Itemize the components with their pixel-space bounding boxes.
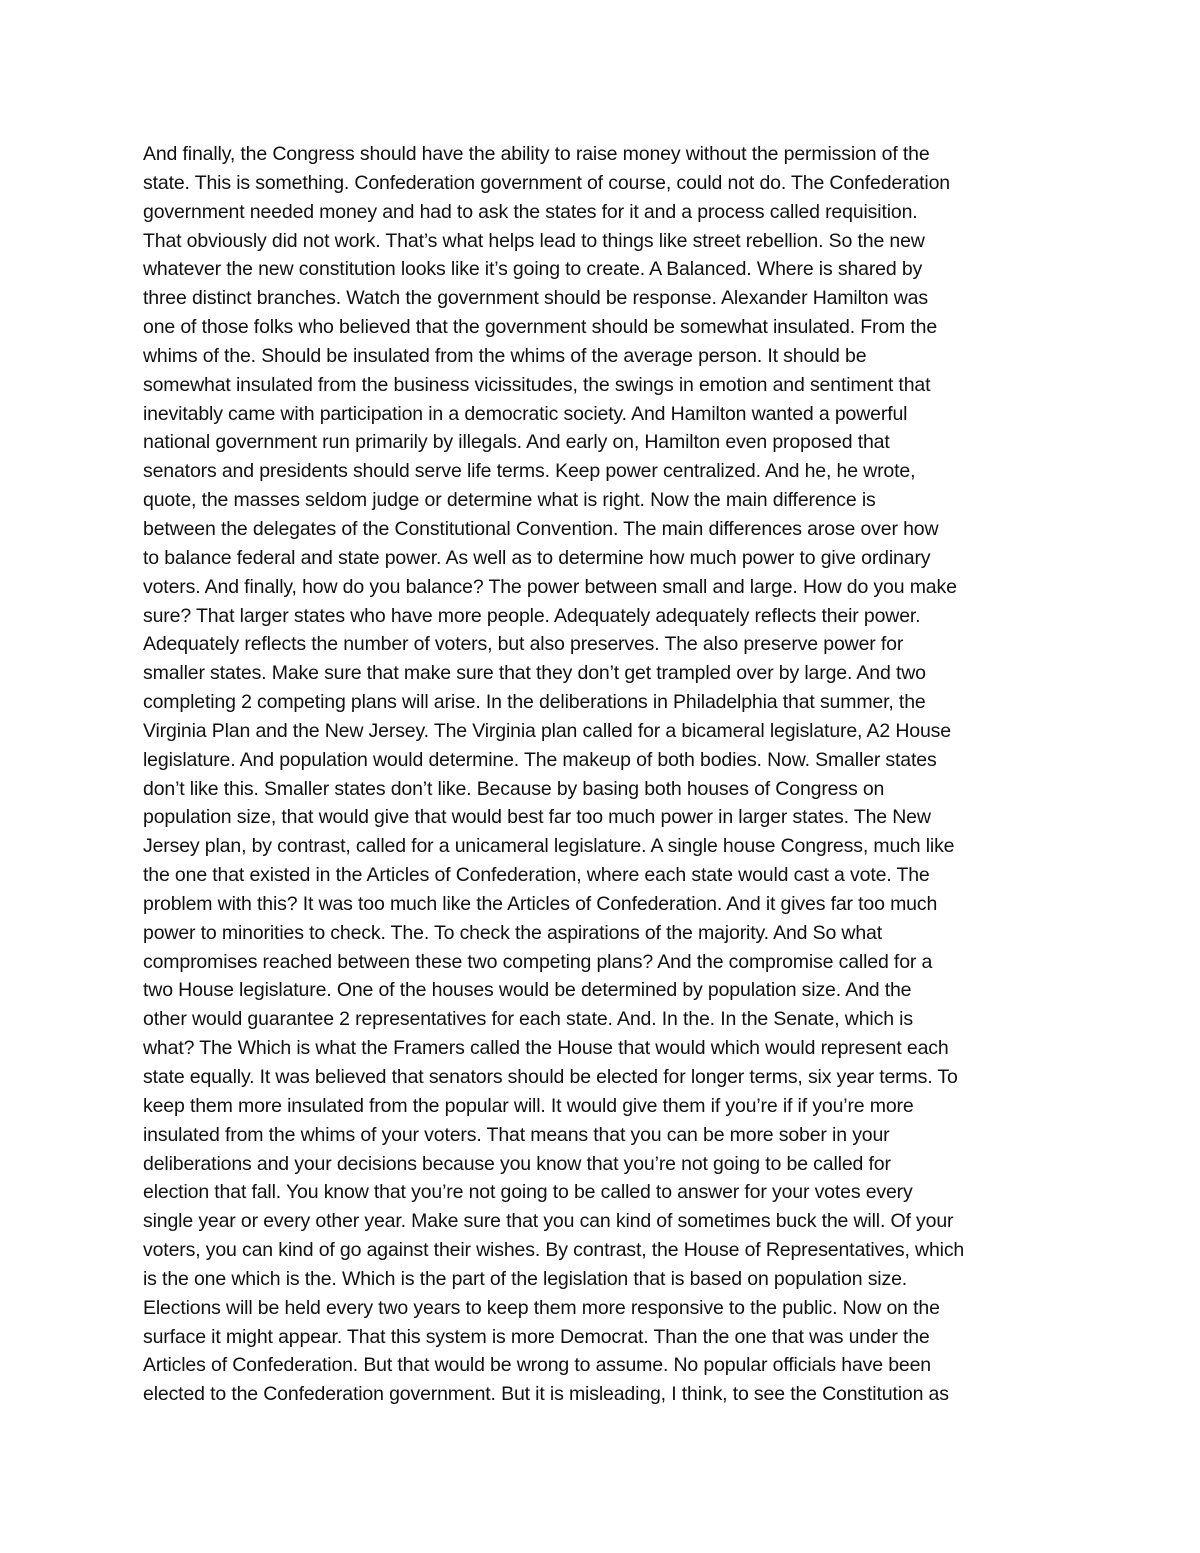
- text-line: senators and presidents should serve life terms. Keep power centralized. And he, he wrote,: [143, 460, 916, 483]
- text-line: elected to the Confederation government. But it is misleading, I think, to see the Constitution as: [143, 1383, 949, 1406]
- body-paragraph: [143, 140, 1143, 1409]
- text-line: insulated from the whims of your voters. That means that you can be more sober in your: [143, 1123, 890, 1146]
- text-line: Articles of Confederation. But that would be wrong to assume. No popular officials have been: [143, 1354, 931, 1377]
- text-line: somewhat insulated from the business vicissitudes, the swings in emotion and sentiment that: [143, 373, 931, 396]
- text-line: single year or every other year. Make sure that you can kind of sometimes buck the will. Of your: [143, 1210, 954, 1233]
- text-line: two House legislature. One of the houses would be determined by population size. And the: [143, 979, 912, 1002]
- text-line: other would guarantee 2 representatives for each state. And. In the. In the Senate, which is: [143, 1008, 913, 1031]
- text-line: Adequately reflects the number of voters, but also preserves. The also preserve power for: [143, 633, 904, 656]
- text-line: compromises reached between these two competing plans? And the compromise called for a: [143, 950, 933, 973]
- text-line: the one that existed in the Articles of Confederation, where each state would cast a vote. The: [143, 864, 930, 887]
- text-line: inevitably came with participation in a democratic society. And Hamilton wanted a powerful: [143, 402, 908, 425]
- text-line: national government run primarily by illegals. And early on, Hamilton even proposed that: [143, 431, 890, 454]
- text-line: between the delegates of the Constitutional Convention. The main differences arose over how: [143, 517, 939, 540]
- text-line: is the one which is the. Which is the part of the legislation that is based on population size.: [143, 1267, 908, 1290]
- text-line: Virginia Plan and the New Jersey. The Virginia plan called for a bicameral legislature, A2 House: [143, 719, 951, 742]
- text-line: completing 2 competing plans will arise. In the deliberations in Philadelphia that summer, the: [143, 691, 926, 714]
- text-line: election that fall. You know that you’re not going to be called to answer for your votes every: [143, 1181, 913, 1204]
- text-line: one of those folks who believed that the government should be somewhat insulated. From the: [143, 316, 938, 339]
- text-line: state. This is something. Confederation government of course, could not do. The Confederation: [143, 171, 950, 194]
- text-line: state equally. It was believed that senators should be elected for longer terms, six year terms. To: [143, 1066, 958, 1088]
- text-line: That obviously did not work. That’s what helps lead to things like street rebellion. So the new: [143, 229, 925, 252]
- text-line: And finally, the Congress should have the ability to raise money without the permission of the: [143, 143, 930, 165]
- text-line: don’t like this. Smaller states don’t like. Because by basing both houses of Congress on: [143, 777, 885, 800]
- text-line: government needed money and had to ask the states for it and a process called requisition.: [143, 200, 918, 223]
- text-line: voters, you can kind of go against their wishes. By contrast, the House of Representatives, which: [143, 1239, 965, 1262]
- text-line: legislature. And population would determine. The makeup of both bodies. Now. Smaller states: [143, 748, 937, 771]
- text-line: population size, that would give that would best far too much power in larger states. The New: [143, 806, 931, 829]
- text-line: surface it might appear. That this system is more Democrat. Than the one that was under the: [143, 1325, 930, 1348]
- text-line: deliberations and your decisions because you know that you’re not going to be called for: [143, 1152, 891, 1175]
- text-line: voters. And finally, how do you balance? The power between small and large. How do you make: [143, 575, 957, 598]
- text-line: quote, the masses seldom judge or determine what is right. Now the main difference is: [143, 489, 876, 512]
- text-line: what? The Which is what the Framers called the House that would which would represent each: [143, 1037, 949, 1060]
- text-line: sure? That larger states who have more people. Adequately adequately reflects their power.: [143, 604, 921, 627]
- text-line: keep them more insulated from the popular will. It would give them if you’re if if you’re more: [143, 1094, 914, 1117]
- text-line: problem with this? It was too much like the Articles of Confederation. And it gives far too much: [143, 892, 938, 915]
- text-line: to balance federal and state power. As well as to determine how much power to give ordinary: [143, 546, 931, 569]
- text-line: smaller states. Make sure that make sure that they don’t get trampled over by large. And two: [143, 662, 926, 685]
- text-line: three distinct branches. Watch the government should be response. Alexander Hamilton was: [143, 287, 928, 310]
- text-line: whatever the new constitution looks like it’s going to create. A Balanced. Where is shared by: [143, 258, 923, 281]
- text-line: Jersey plan, by contrast, called for a unicameral legislature. A single house Congress, much like: [143, 835, 955, 858]
- text-line: power to minorities to check. The. To check the aspirations of the majority. And So what: [143, 921, 883, 944]
- text-line: whims of the. Should be insulated from the whims of the average person. It should be: [143, 344, 867, 367]
- text-line: Elections will be held every two years to keep them more responsive to the public. Now on the: [143, 1296, 940, 1319]
